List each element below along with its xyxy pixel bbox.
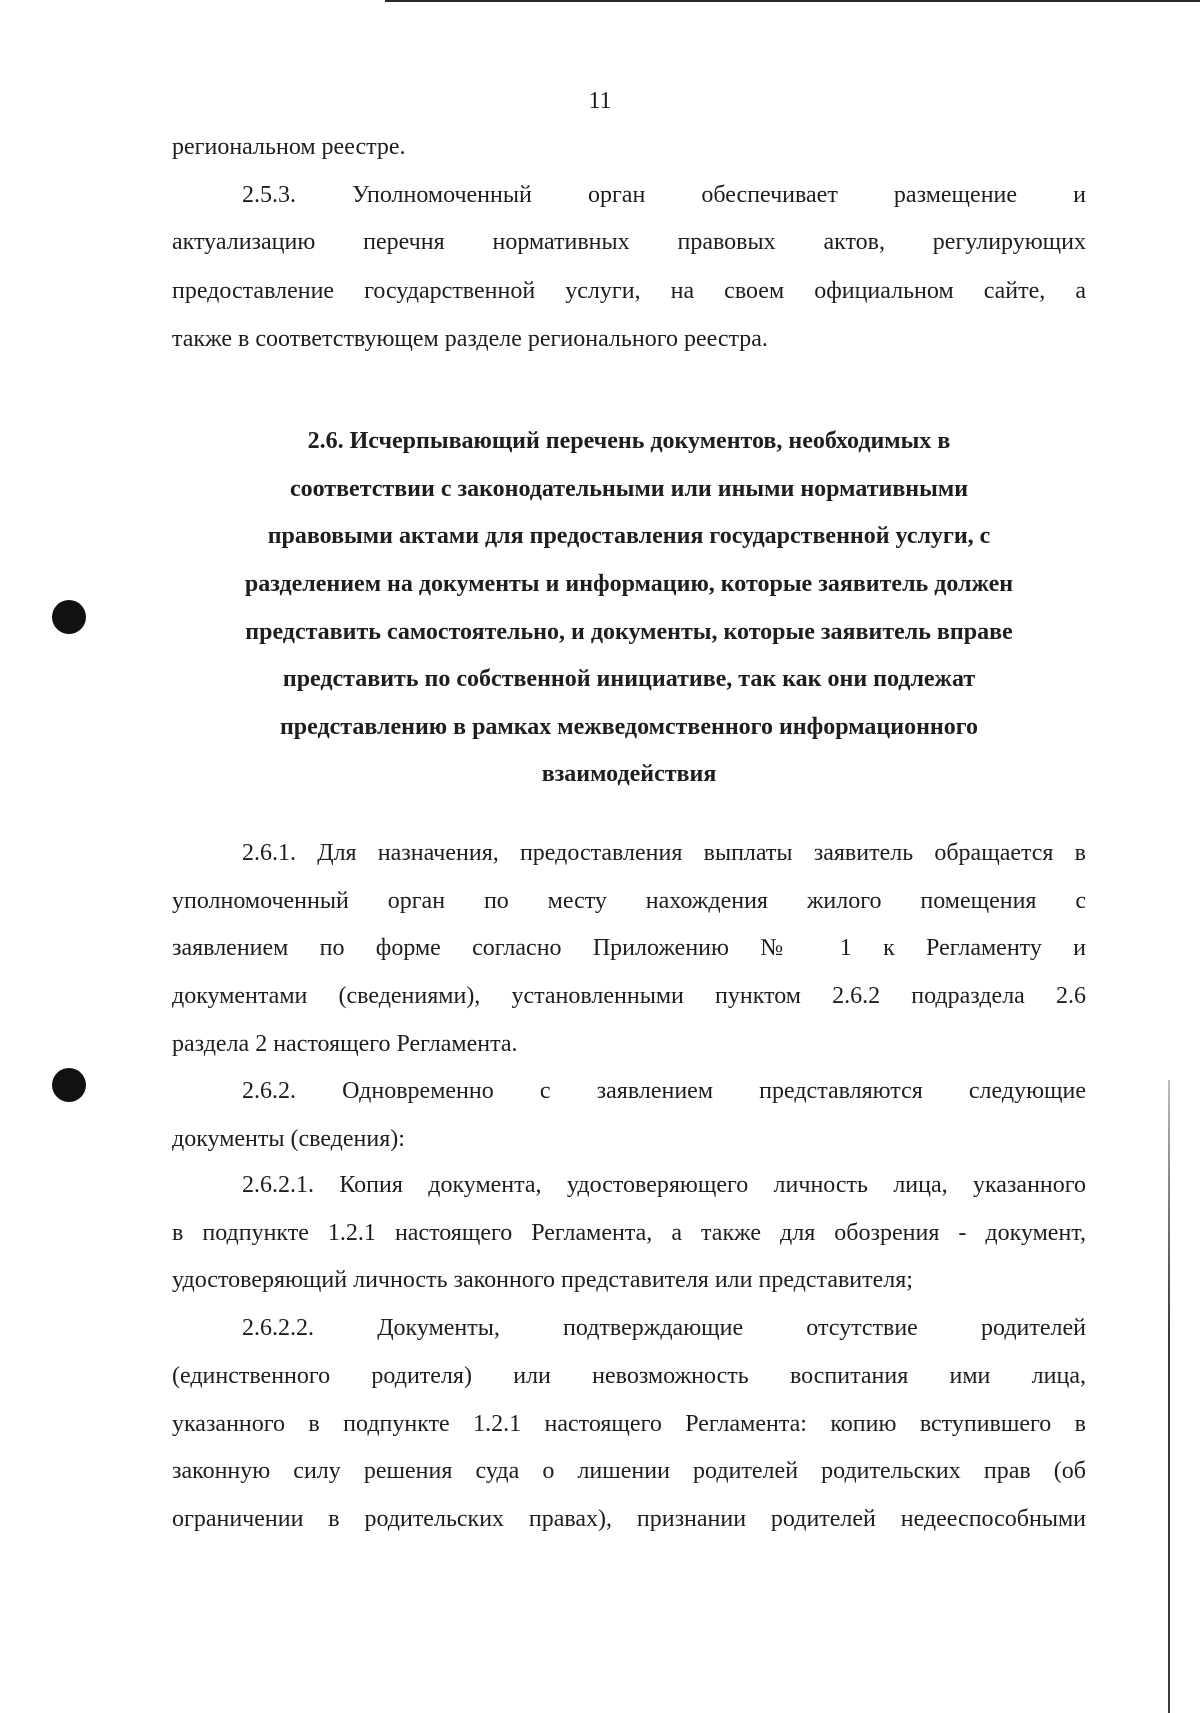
text-line: документами (сведениями), установленными пунктом 2.6.2 подраздела 2.6 xyxy=(172,983,1086,1009)
text-line: ограничении в родительских правах), признании родителей недееспособными xyxy=(172,1506,1086,1532)
text-line: раздела 2 настоящего Регламента. xyxy=(172,1031,518,1057)
right-edge-line xyxy=(1168,1080,1170,1713)
section-heading-line: представлению в рамках межведомственного информационного xyxy=(279,714,979,740)
text-line: 2.6.2. Одновременно с заявлением представляются следующие xyxy=(242,1078,1086,1104)
text-line: в подпункте 1.2.1 настоящего Регламента, а также для обозрения - документ, xyxy=(172,1220,1086,1246)
text-line: документы (сведения): xyxy=(172,1126,405,1152)
punch-hole-top xyxy=(52,600,86,634)
text-line: (единственного родителя) или невозможность воспитания ими лица, xyxy=(172,1363,1086,1389)
text-line: заявлением по форме согласно Приложению № 1 к Регламенту и xyxy=(172,935,1086,961)
text-line: уполномоченный орган по месту нахождения жилого помещения с xyxy=(172,888,1086,914)
top-edge-line xyxy=(385,0,1200,2)
text-line: также в соответствующем разделе регионального реестра. xyxy=(172,326,768,352)
text-line: 2.5.3. Уполномоченный орган обеспечивает размещение и xyxy=(242,182,1086,208)
section-heading-line: представить по собственной инициативе, так как они подлежат xyxy=(282,666,976,692)
text-line: 2.6.2.2. Документы, подтверждающие отсутствие родителей xyxy=(242,1315,1086,1341)
text-line: предоставление государственной услуги, на своем официальном сайте, а xyxy=(172,278,1086,304)
text-line: 2.6.2.1. Копия документа, удостоверяющего личность лица, указанного xyxy=(242,1172,1086,1198)
text-line: региональном реестре. xyxy=(172,134,406,160)
section-heading-line: взаимодействия xyxy=(541,761,717,787)
section-heading-line: 2.6. Исчерпывающий перечень документов, необходимых в xyxy=(307,428,951,454)
section-heading-line: представить самостоятельно, и документы, которые заявитель вправе xyxy=(245,619,1013,645)
section-heading-line: правовыми актами для предоставления государственной услуги, с xyxy=(267,523,991,549)
text-line: указанного в подпункте 1.2.1 настоящего Регламента: копию вступившего в xyxy=(172,1411,1086,1437)
section-heading-line: соответствии с законодательными или иными нормативными xyxy=(289,476,969,502)
text-line: актуализацию перечня нормативных правовых актов, регулирующих xyxy=(172,229,1086,255)
text-line: законную силу решения суда о лишении родителей родительских прав (об xyxy=(172,1458,1086,1484)
page-number: 11 xyxy=(588,88,612,114)
text-line: 2.6.1. Для назначения, предоставления выплаты заявитель обращается в xyxy=(242,840,1086,866)
section-heading-line: разделением на документы и информацию, которые заявитель должен xyxy=(244,571,1014,597)
text-line: удостоверяющий личность законного представителя или представителя; xyxy=(172,1267,913,1293)
punch-hole-bottom xyxy=(52,1068,86,1102)
